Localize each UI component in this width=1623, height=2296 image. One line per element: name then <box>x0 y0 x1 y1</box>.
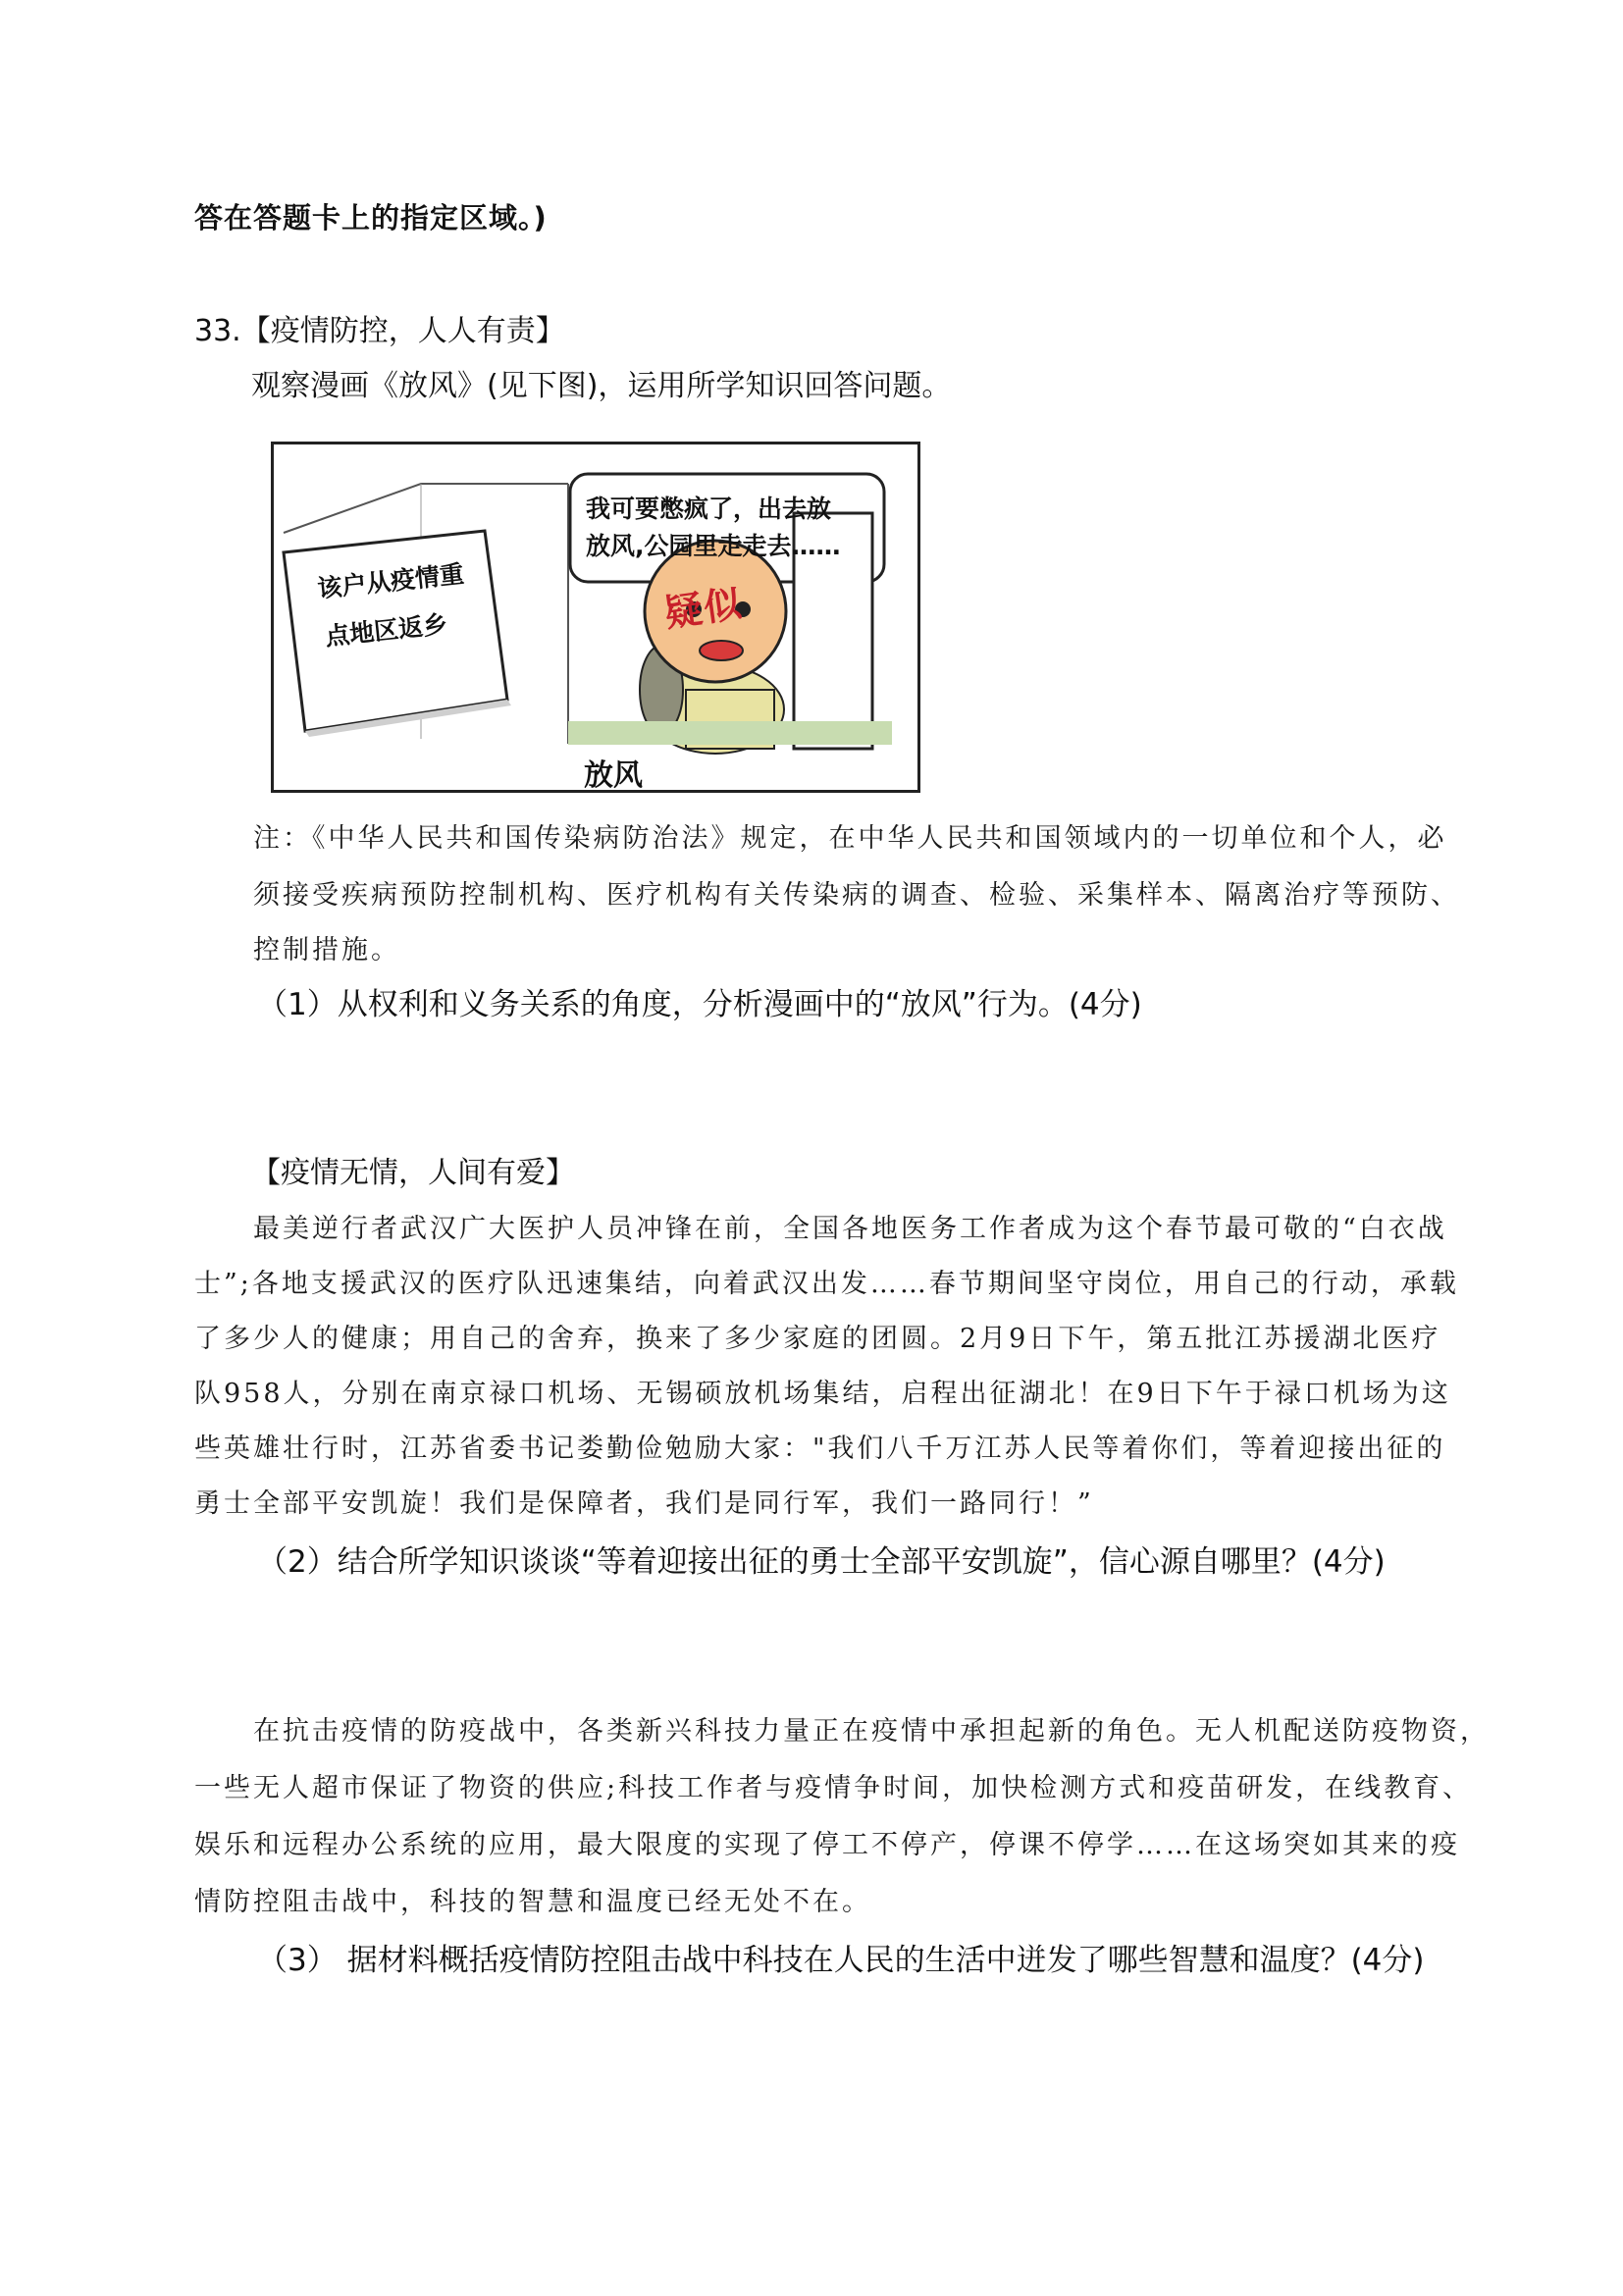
material-3-line-1: 在抗击疫情的防疫战中，各类新兴科技力量正在疫情中承担起新的角色。无人机配送防疫物资， <box>253 1716 1490 1747</box>
bubble-line-2: 放风,公园里走走去…… <box>586 532 841 560</box>
material-2-line-4: 队958人，分别在南京禄口机场、无锡硕放机场集结，启程出征湖北！在9日下午于禄口机场为这 <box>194 1379 1451 1409</box>
question-number: 33. <box>194 314 241 348</box>
note-line-3: 控制措施。 <box>253 935 400 965</box>
face-label: 疑似 <box>661 581 747 636</box>
question-intro: 观察漫画《放风》(见下图)，运用所学知识回答问题。 <box>251 369 952 403</box>
material-2-line-6: 勇士全部平安凯旋！我们是保障者，我们是同行军，我们一路同行！” <box>194 1488 1094 1519</box>
section-2-title: 【疫情无情，人间有爱】 <box>251 1156 575 1190</box>
material-2-line-5: 些英雄壮行时，江苏省委书记娄勤俭勉励大家："我们八千万江苏人民等着你们，等着迎接出征的 <box>194 1434 1446 1464</box>
cartoon-image <box>271 442 920 793</box>
material-2-line-3: 了多少人的健康；用自己的舍弃，换来了多少家庭的团圆。2月9日下午，第五批江苏援湖北医疗 <box>194 1324 1441 1354</box>
question-33-number <box>194 306 565 349</box>
material-2-line-2: 士”;各地支援武汉的医疗队迅速集结，向着武汉出发……春节期间坚守岗位，用自己的行动，承载 <box>194 1269 1459 1299</box>
question-2: （2）结合所学知识谈谈“等着迎接出征的勇士全部平安凯旋”，信心源自哪里？(4分) <box>257 1544 1386 1580</box>
material-3-line-2: 一些无人超市保证了物资的供应;科技工作者与疫情争时间，加快检测方式和疫苗研发，在线教育、 <box>194 1773 1473 1803</box>
section-1-title: 【疫情防控，人人有责】 <box>240 314 565 348</box>
question-3: （3） 据材料概括疫情防控阻击战中科技在人民的生活中迸发了哪些智慧和温度？(4分) <box>257 1943 1425 1978</box>
sign-line-2: 点地区返乡 <box>323 609 449 652</box>
material-2-line-1: 最美逆行者武汉广大医护人员冲锋在前，全国各地医务工作者成为这个春节最可敬的“白衣战 <box>253 1214 1447 1244</box>
material-3-line-3: 娱乐和远程办公系统的应用，最大限度的实现了停工不停产，停课不停学……在这场突如其来的疫 <box>194 1830 1460 1860</box>
sign-line-1: 该户从疫情重 <box>316 559 466 603</box>
cartoon-title: 放风 <box>584 758 643 793</box>
question-1: （1）从权利和义务关系的角度，分析漫画中的“放风”行为。(4分) <box>257 987 1142 1022</box>
header-instruction: 答在答题卡上的指定区域。) <box>194 201 548 235</box>
material-3-line-4: 情防控阻击战中，科技的智慧和温度已经无处不在。 <box>194 1887 871 1917</box>
note-line-1: 注：《中华人民共和国传染病防治法》规定，在中华人民共和国领域内的一切单位和个人，必 <box>253 823 1447 854</box>
note-line-2: 须接受疾病预防控制机构、医疗机构有关传染病的调查、检验、采集样本、隔离治疗等预防、 <box>253 880 1460 911</box>
bubble-line-1: 我可要憋疯了，出去放 <box>586 495 832 523</box>
